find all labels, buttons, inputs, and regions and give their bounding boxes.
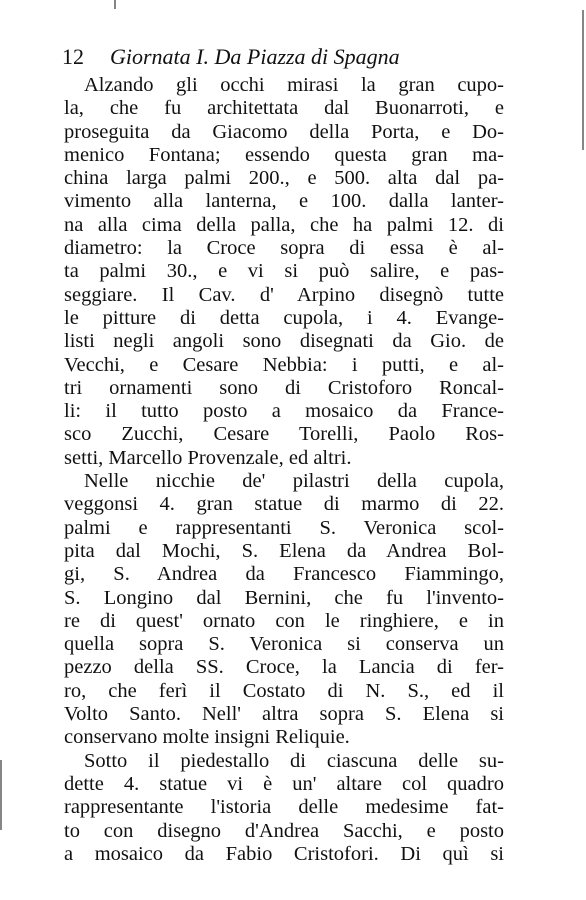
text-line: rappresentante l'istoria delle medesime fat- <box>64 796 504 819</box>
scan-edge-mark-left-bottom <box>0 760 2 830</box>
text-line: Volto Santo. Nell' altra sopra S. Elena si <box>64 703 504 726</box>
text-line: Vecchi, e Cesare Nebbia: i putti, e al- <box>64 353 504 376</box>
text-line: setti, Marcello Provenzale, ed altri. <box>64 446 352 469</box>
scan-edge-mark-right <box>582 10 584 150</box>
text-line: a mosaico da Fabio Cristofori. Di quì si <box>64 842 504 865</box>
paragraph-statues <box>64 470 504 750</box>
text-line: pezzo della SS. Croce, la Lancia di fer- <box>64 656 504 679</box>
text-line: veggonsi 4. gran statue di marmo di 22. <box>64 493 504 516</box>
text-line: Nelle nicchie de' pilastri della cupola, <box>84 470 504 493</box>
text-line: gi, S. Andrea da Francesco Fiammingo, <box>64 563 504 586</box>
text-line: le pitture di detta cupola, i 4. Evange- <box>64 306 504 329</box>
text-line: seggiare. Il Cav. d' Arpino disegnò tutte <box>64 283 504 306</box>
running-header <box>62 40 532 74</box>
text-line: conservano molte insigni Reliquie. <box>64 726 350 749</box>
text-line: re di quest' ornato con le ringhiere, e in <box>64 609 504 632</box>
text-line: Alzando gli occhi mirasi la gran cupo- <box>84 74 504 96</box>
page-number: 12 <box>62 44 84 69</box>
text-line: to con disegno d'Andrea Sacchi, e posto <box>64 819 504 842</box>
text-line: li: il tutto posto a mosaico da France- <box>64 400 504 423</box>
text-line: pita dal Mochi, S. Elena da Andrea Bol- <box>64 539 504 562</box>
text-line: palmi e rappresentanti S. Veronica scol- <box>64 516 504 539</box>
text-line: na alla cima della palla, che ha palmi 12. di <box>64 213 504 236</box>
text-line: quella sopra S. Veronica si conserva un <box>64 633 504 656</box>
text-line: menico Fontana; essendo questa gran ma- <box>64 143 504 166</box>
text-line: china larga palmi 200., e 500. alta dal pa- <box>64 167 504 190</box>
text-line: proseguita da Giacomo della Porta, e Do- <box>64 120 504 143</box>
paragraph-altars <box>64 750 504 866</box>
text-line: diametro: la Croce sopra di essa è al- <box>64 237 504 260</box>
text-line: vimento alla lanterna, e 100. dalla lanter- <box>64 190 504 213</box>
paragraph-cupola <box>64 74 504 470</box>
text-line: tri ornamenti sono di Cristoforo Roncal- <box>64 376 504 399</box>
text-line: sco Zucchi, Cesare Torelli, Paolo Ros- <box>64 423 504 446</box>
text-line: S. Longino dal Bernini, che fu l'invento- <box>64 586 504 609</box>
text-line: ro, che ferì il Costato di N. S., ed il <box>64 679 504 702</box>
text-line: Sotto il piedestallo di ciascuna delle su- <box>84 749 504 772</box>
scan-edge-mark-top <box>114 0 116 9</box>
text-line: la, che fu architettata dal Buonarroti, e <box>64 97 504 120</box>
text-line: dette 4. statue vi è un' altare col quadro <box>64 772 504 795</box>
text-line: listi negli angoli sono disegnati da Gio. de <box>64 330 504 353</box>
body-text <box>64 74 504 866</box>
running-title: Giornata I. Da Piazza di Spagna <box>110 44 400 69</box>
text-line: ta palmi 30., e vi si può salire, e pas- <box>64 260 504 283</box>
